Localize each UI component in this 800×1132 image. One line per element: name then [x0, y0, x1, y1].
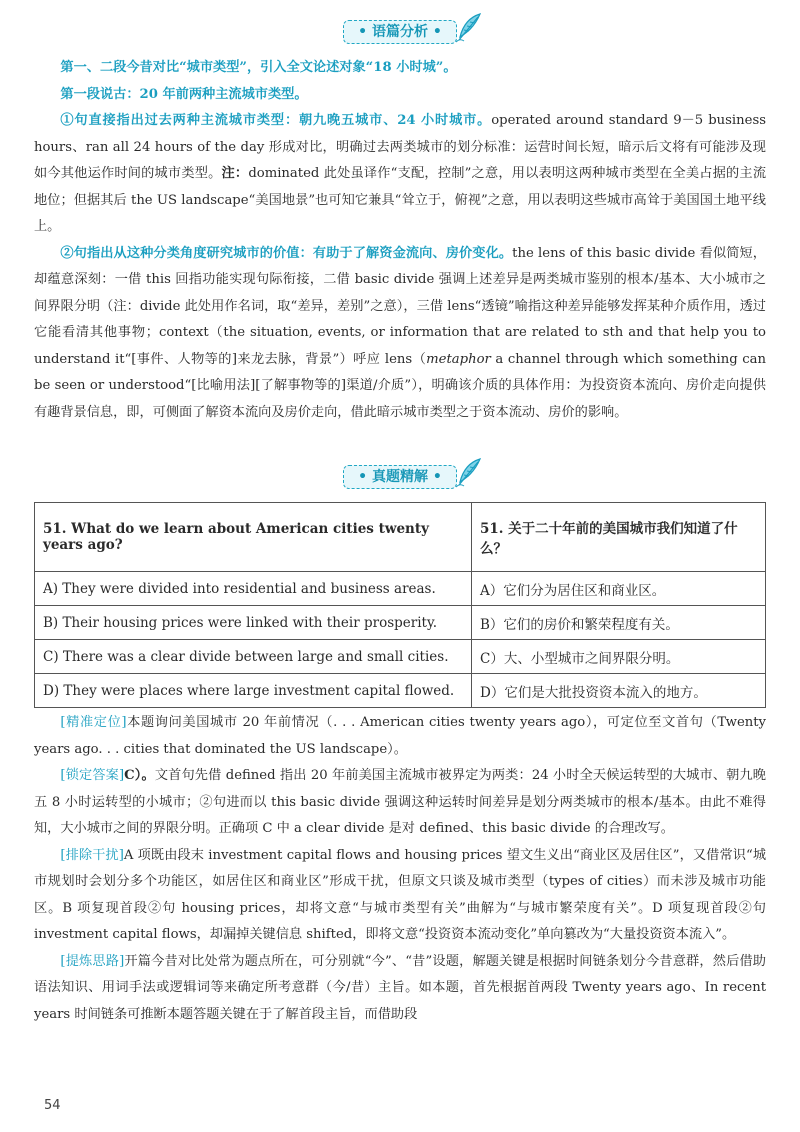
option-cn: C）大、小型城市之间界限分明。 [472, 640, 766, 674]
summary-line-1: 第一、二段今昔对比“城市类型”，引入全文论述对象“18 小时城”。 [60, 60, 457, 75]
analysis-body [34, 55, 766, 426]
exclude-label: [排除干扰] [60, 847, 124, 863]
option-row-b [35, 606, 766, 640]
locate-text: 本题询问美国城市 20 年前情况（. . . American cities twenty years ago），可定位至文首句（Twenty years ago. . . cities that dominated the US landscape）。 [34, 715, 766, 757]
option-cn: D）它们是大批投资资本流入的地方。 [472, 674, 766, 708]
section-title-pill [343, 465, 457, 489]
exclude-paragraph [34, 843, 766, 949]
answer-text: 文首句先借 defined 指出 20 年前美国主流城市被界定为两类：24 小时全天候运转型的大城市、朝九晚五 8 小时运转型的小城市；②句进而以 this basic divide 强调这种运转时间差异是划分两类城市的根本/基本。由此不难得知，大小城市之间的界限分明。正确项 C 中 a clear divide 是对 defined、this basic divide 的合理改写。 [34, 768, 766, 836]
feather-pen-icon [452, 456, 486, 490]
explanation-body [34, 710, 766, 1028]
refine-text: 开篇今昔对比处常为题点所在，可分别就“今”、“昔”设题，解题关键是根据时间链条划分今昔意群，然后借助语法知识、用词手法或逻辑词等来确定所考意群（今/昔）主旨。如本题，首先根据首两段 Twenty years ago、In recent years 时间链条可推断本题答题关键在于了解首段主旨，而借助段 [34, 953, 766, 1022]
option-cn: B）它们的房价和繁荣程度有关。 [472, 606, 766, 640]
option-row-d [35, 674, 766, 708]
answer-paragraph [34, 763, 766, 843]
option-en: A) They were divided into residential and business areas. [35, 572, 472, 606]
answer-label: [锁定答案] [60, 768, 125, 783]
option-row-a [35, 572, 766, 606]
note-label: 注： [221, 166, 249, 181]
section-header-analysis [34, 20, 766, 46]
paragraph-2-lead: ②句指出从这种分类角度研究城市的价值：有助于了解资金流向、房价变化。 [60, 245, 513, 261]
answer-key: C）。 [124, 768, 155, 783]
refine-label: [提炼思路] [60, 953, 125, 969]
question-cn: 51. 关于二十年前的美国城市我们知道了什么？ [472, 503, 766, 572]
note-body: dominated 此处虽译作“支配，控制”之意，用以表明这两种城市类型在全美占据的主流地位；但据其后 the US landscape“美国地景”也可知它兼具“耸立于，俯视”之意，用以表明这些城市高耸于美国国土地平线上。 [34, 166, 767, 234]
option-cn: A）它们分为居住区和商业区。 [472, 572, 766, 606]
section-title: • 语篇分析 • [358, 24, 442, 40]
feather-pen-icon [452, 11, 486, 45]
section-title-pill [343, 20, 457, 44]
option-en: C) There was a clear divide between large and small cities. [35, 640, 472, 674]
option-row-c [35, 640, 766, 674]
paragraph-2-body-1: the lens of this basic divide 看似简短，却蕴意深刻：一借 this 回指功能实现句际衔接，二借 basic divide 强调上述差异是两类城市鉴别的根本/基本、大小城市之间界限分明（注：divide 此处用作名词，取“差异，差别”之意），三借 lens“透镜”喻指这种差异能够发挥某种介质作用，透过它能看清其他事物；context（the situation, events, or information that are related to sth and that help you to understand it“[事件、人物等的]来龙去脉，背景”）呼应 lens（ [34, 245, 766, 367]
paragraph-1-body: operated around standard 9－5 business hours、ran all 24 hours of the day 形成对比，明确过去两类城市的划分标准：运营时间长短，暗示后文将有可能涉及现如今其他运作时间的城市类型。 [34, 113, 766, 181]
paragraph-2 [34, 241, 766, 427]
locate-label: [精准定位] [60, 715, 127, 730]
exclude-text: A 项既由段末 investment capital flows and housing prices 望文生义出“商业区及居住区”，又借常识“城市规划时会划分多个功能区，如居住区和商业区”形成干扰，但原文只谈及城市类型（types of cities）而未涉及城市功能区。B 项复现首段②句 housing prices，却将文意“与城市类型有关”曲解为“与城市繁荣度有关”。D 项复现首段②句 investment capital flows，却漏掉关键信息 shifted，即将文意“投资资本流动变化”单向篡改为“大量投资资本流入”。 [34, 847, 767, 942]
summary-line-2: 第一段说古：20 年前两种主流城市类型。 [60, 86, 308, 102]
question-en: 51. What do we learn about American cities twenty years ago? [35, 503, 472, 572]
paragraph-1 [34, 108, 766, 241]
refine-paragraph [34, 949, 766, 1029]
question-row [35, 503, 766, 572]
section-header-questions [34, 465, 766, 491]
paragraph-2-body-2: a channel through which something can be seen or understood“[比喻用法][了解事物等的]渠道/介质”），明确该介质的具体作用：为投资资本流向、房价走向提供有趣背景信息，即，可侧面了解资本流向及房价走向，借此暗示城市类型之于资本流动、房价的影响。 [34, 351, 766, 420]
option-en: D) They were places where large investment capital flowed. [35, 674, 472, 708]
metaphor-term: metaphor [426, 351, 491, 367]
section-title: • 真题精解 • [358, 469, 442, 485]
paragraph-1-lead: ①句直接指出过去两种主流城市类型：朝九晚五城市、24 小时城市。 [60, 113, 492, 128]
page-number: 54 [44, 1098, 61, 1113]
question-table [34, 502, 766, 708]
option-en: B) Their housing prices were linked with their prosperity. [35, 606, 472, 640]
locate-paragraph [34, 710, 766, 763]
